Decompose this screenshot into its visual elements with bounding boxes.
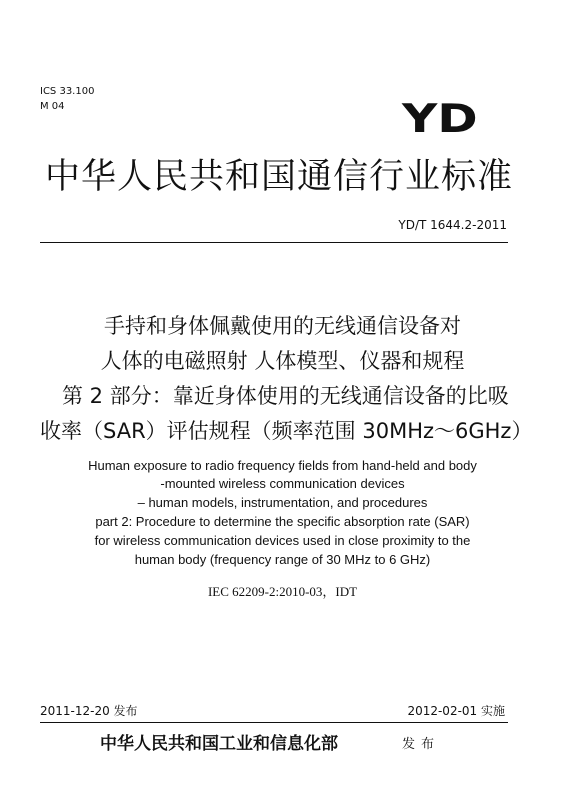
title-en-line-3: – human models, instrumentation, and procedures bbox=[137, 495, 428, 510]
title-cn-line-2: 人体的电磁照射 人体模型、仪器和规程 bbox=[100, 349, 465, 373]
title-en-line-5: for wireless communication devices used in close proximity to the bbox=[94, 533, 471, 548]
header-divider bbox=[40, 242, 508, 243]
standard-number: YD/T 1644.2-2011 bbox=[398, 218, 507, 232]
classification-code: M 04 bbox=[40, 101, 65, 112]
yd-logo: YD bbox=[402, 97, 478, 142]
title-en-line-1: Human exposure to radio frequency fields from hand-held and body bbox=[88, 458, 477, 473]
publisher: 中华人民共和国工业和信息化部 bbox=[100, 734, 338, 754]
title-cn-line-4: 收率（SAR）评估规程（频率范围 30MHz～6GHz） bbox=[40, 419, 533, 443]
title-en-line-4: part 2: Procedure to determine the specific absorption rate (SAR) bbox=[95, 514, 470, 529]
footer-divider bbox=[40, 722, 508, 723]
title-en-line-2: -mounted wireless communication devices bbox=[160, 476, 405, 491]
publish-action: 发布 bbox=[402, 737, 441, 752]
title-cn-line-3: 第 2 部分：靠近身体使用的无线通信设备的比吸 bbox=[62, 384, 509, 408]
implementation-date: 2012-02-01 实施 bbox=[407, 704, 505, 718]
standard-title: 中华人民共和国通信行业标准 bbox=[45, 157, 514, 197]
iec-equivalence: IEC 62209-2:2010-03，IDT bbox=[207, 584, 358, 599]
issue-date: 2011-12-20 发布 bbox=[40, 704, 138, 718]
title-en-line-6: human body (frequency range of 30 MHz to 6 GHz) bbox=[134, 552, 431, 567]
ics-code: ICS 33.100 bbox=[40, 86, 95, 97]
title-cn-line-1: 手持和身体佩戴使用的无线通信设备对 bbox=[104, 314, 461, 338]
